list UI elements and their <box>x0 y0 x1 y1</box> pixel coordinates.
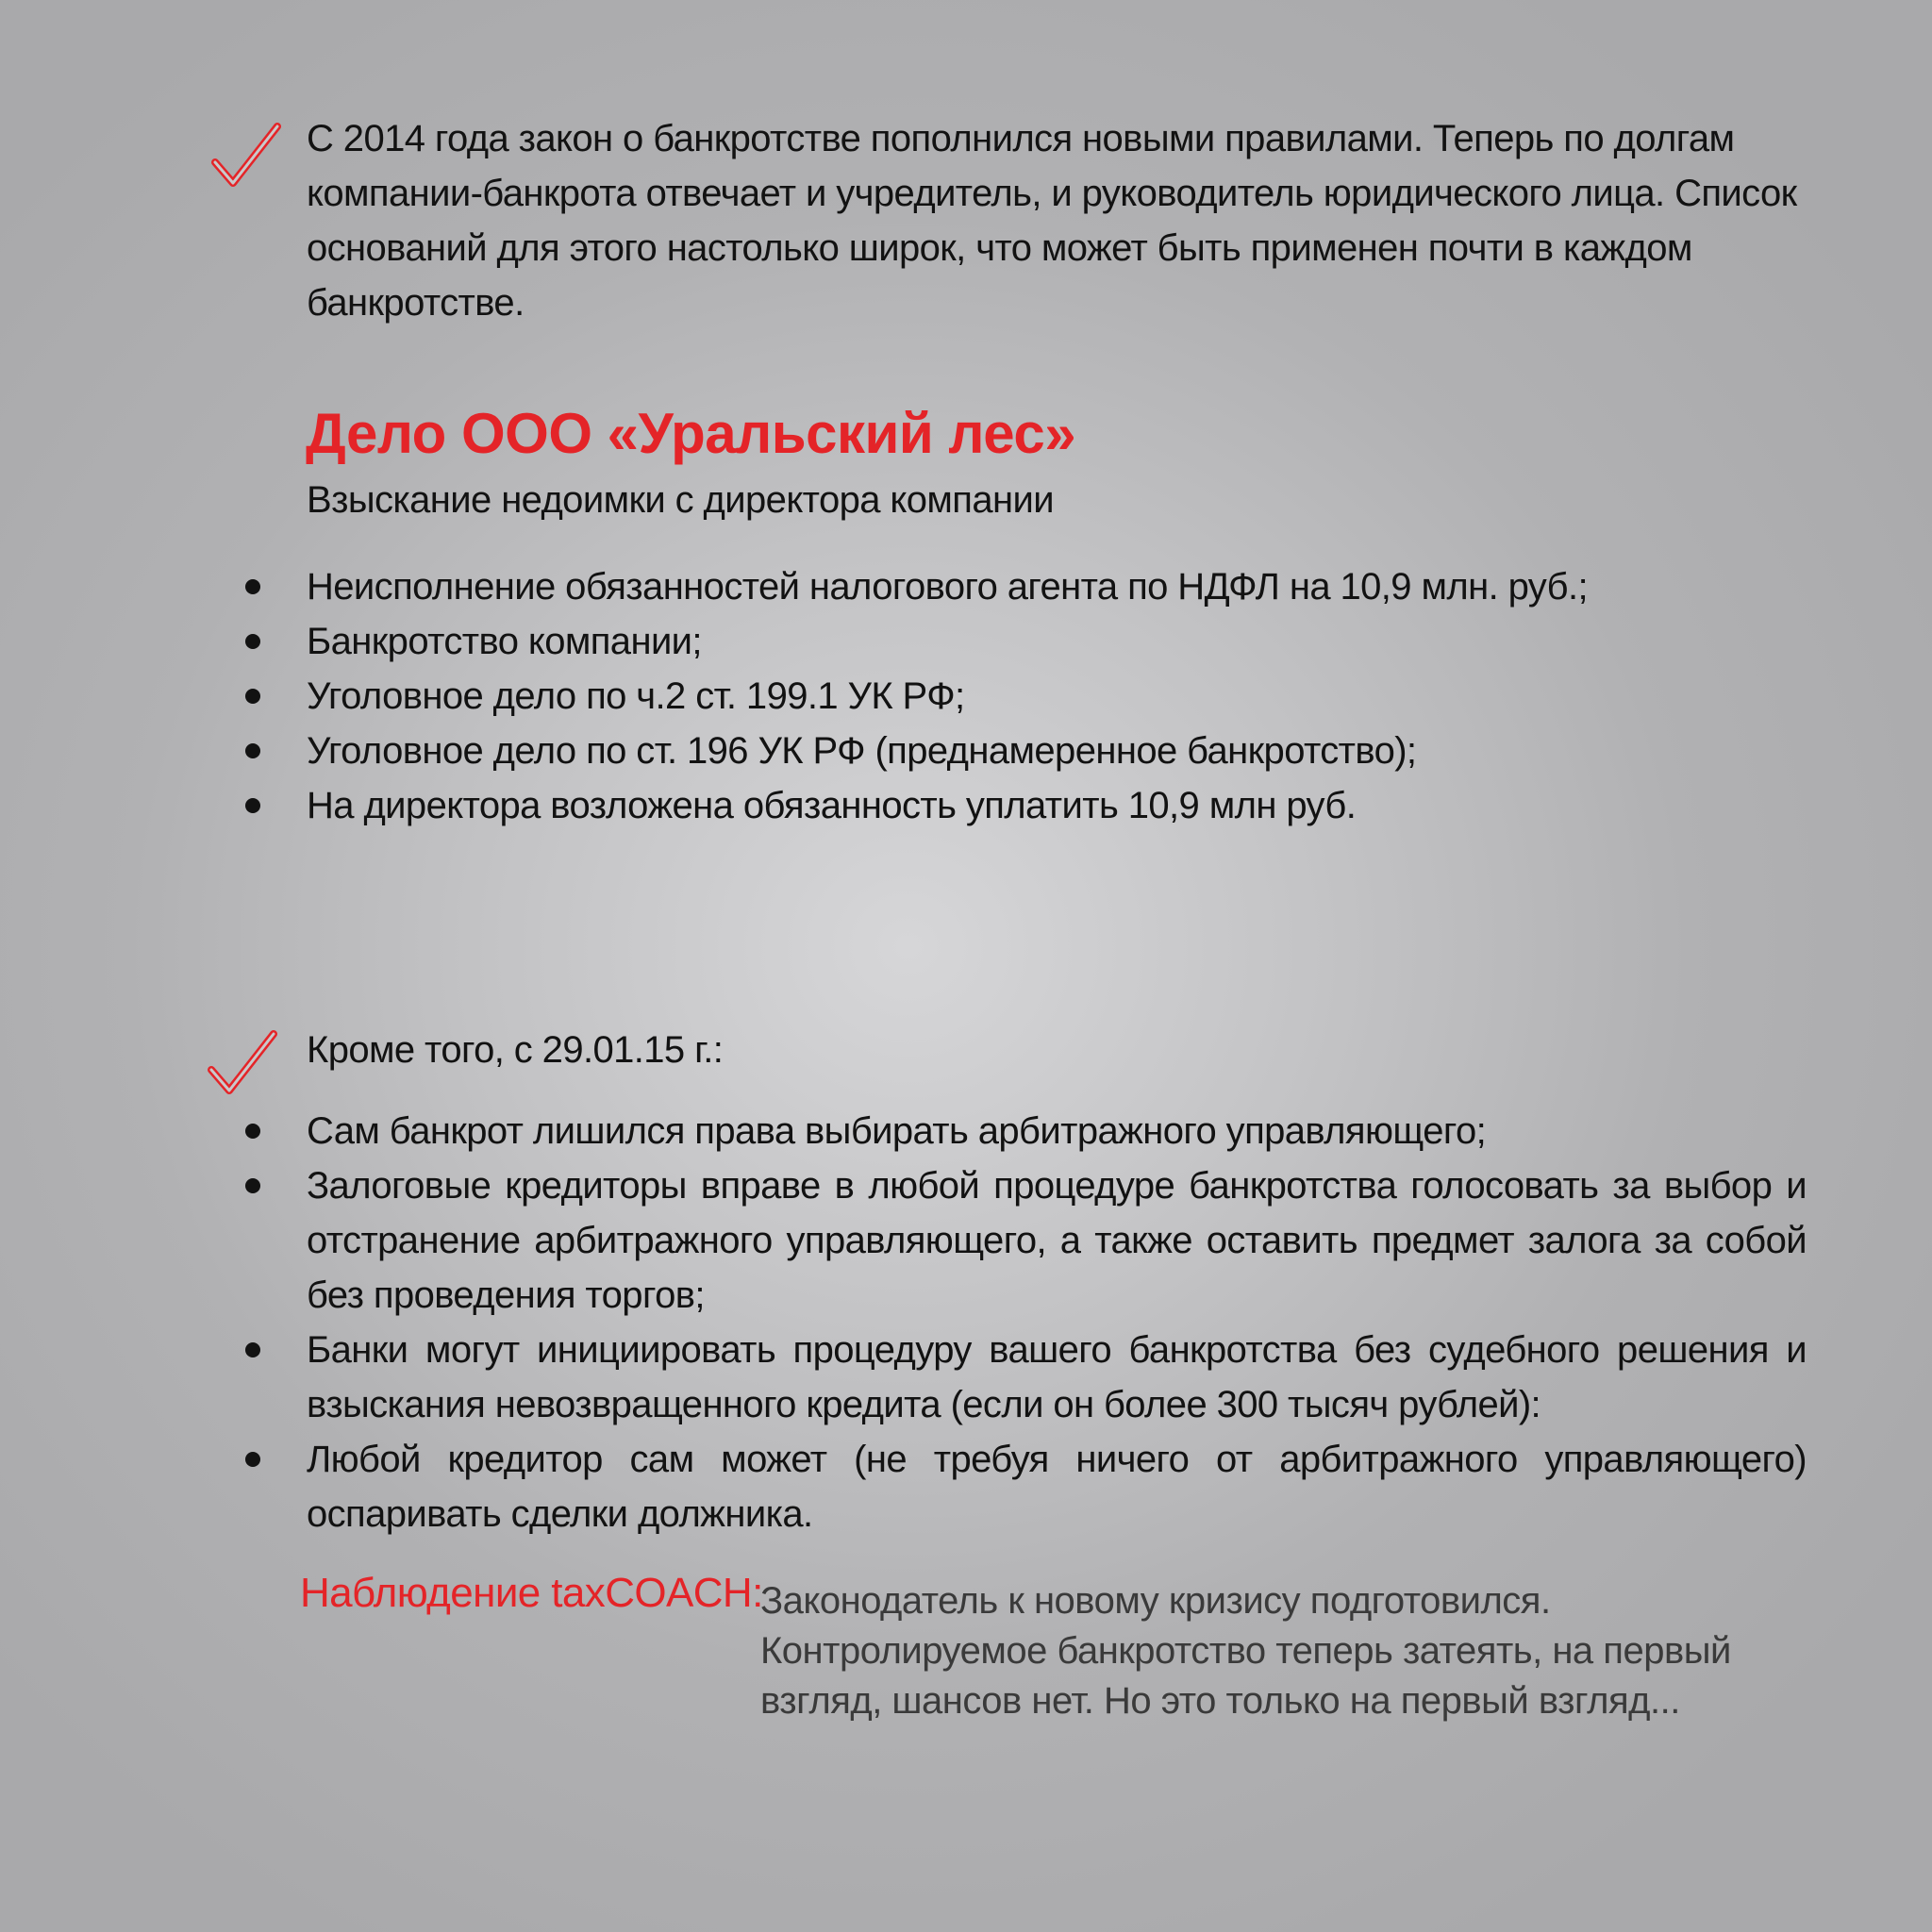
intro-paragraph: С 2014 года закон о банкротстве пополнился новыми правилами. Теперь по долгам компании-банкрота отвечает и учредитель, и руководитель юридического лица. Список оснований для этого настолько широк, что может быть применен почти в каждом банкротстве. <box>307 118 1797 324</box>
list-item: Банки могут инициировать процедуру вашего банкротства без судебного решения и взыскания невозвращенного кредита (если он более 300 тысяч рублей): <box>307 1323 1807 1432</box>
list-item: Сам банкрот лишился права выбирать арбитражного управляющего; <box>307 1104 1807 1158</box>
bullet-dot <box>245 634 260 649</box>
bullet-dot <box>245 1452 260 1467</box>
bullet-dot <box>245 579 260 594</box>
list-item: Неисполнение обязанностей налогового агента по НДФЛ на 10,9 млн. руб.; <box>307 559 1807 614</box>
bullet-dot <box>245 689 260 704</box>
second-bullet-list <box>307 1104 1807 1541</box>
bullet-dot <box>245 798 260 813</box>
checkmark-icon <box>206 1028 281 1104</box>
list-item: Любой кредитор сам может (не требуя ничего от арбитражного управляющего) оспаривать сделки должника. <box>307 1432 1807 1541</box>
observation-label: Наблюдение taxCOACH: <box>300 1570 763 1616</box>
case-title: Дело ООО «Уральский лес» <box>306 402 1076 465</box>
case-subtitle: Взыскание недоимки с директора компании <box>307 479 1054 521</box>
checkmark-icon <box>209 121 285 196</box>
case-bullet-list <box>307 559 1807 833</box>
observation-text: Законодатель к новому кризису подготовился. Контролируемое банкротство теперь затеять, на первый взгляд, шансов нет. Но это только на первый взгляд... <box>760 1580 1731 1722</box>
list-item: Уголовное дело по ст. 196 УК РФ (преднамеренное банкротство); <box>307 724 1807 778</box>
bullet-dot <box>245 1124 260 1139</box>
second-lead: Кроме того, с 29.01.15 г.: <box>307 1029 724 1071</box>
list-item: Уголовное дело по ч.2 ст. 199.1 УК РФ; <box>307 669 1807 724</box>
bullet-dot <box>245 1342 260 1357</box>
list-item: На директора возложена обязанность уплатить 10,9 млн руб. <box>307 778 1807 833</box>
bullet-dot <box>245 1178 260 1193</box>
bullet-dot <box>245 743 260 758</box>
list-item: Залоговые кредиторы вправе в любой процедуре банкротства голосовать за выбор и отстранение арбитражного управляющего, а также оставить предмет залога за собой без проведения торгов; <box>307 1158 1807 1323</box>
list-item: Банкротство компании; <box>307 614 1807 669</box>
